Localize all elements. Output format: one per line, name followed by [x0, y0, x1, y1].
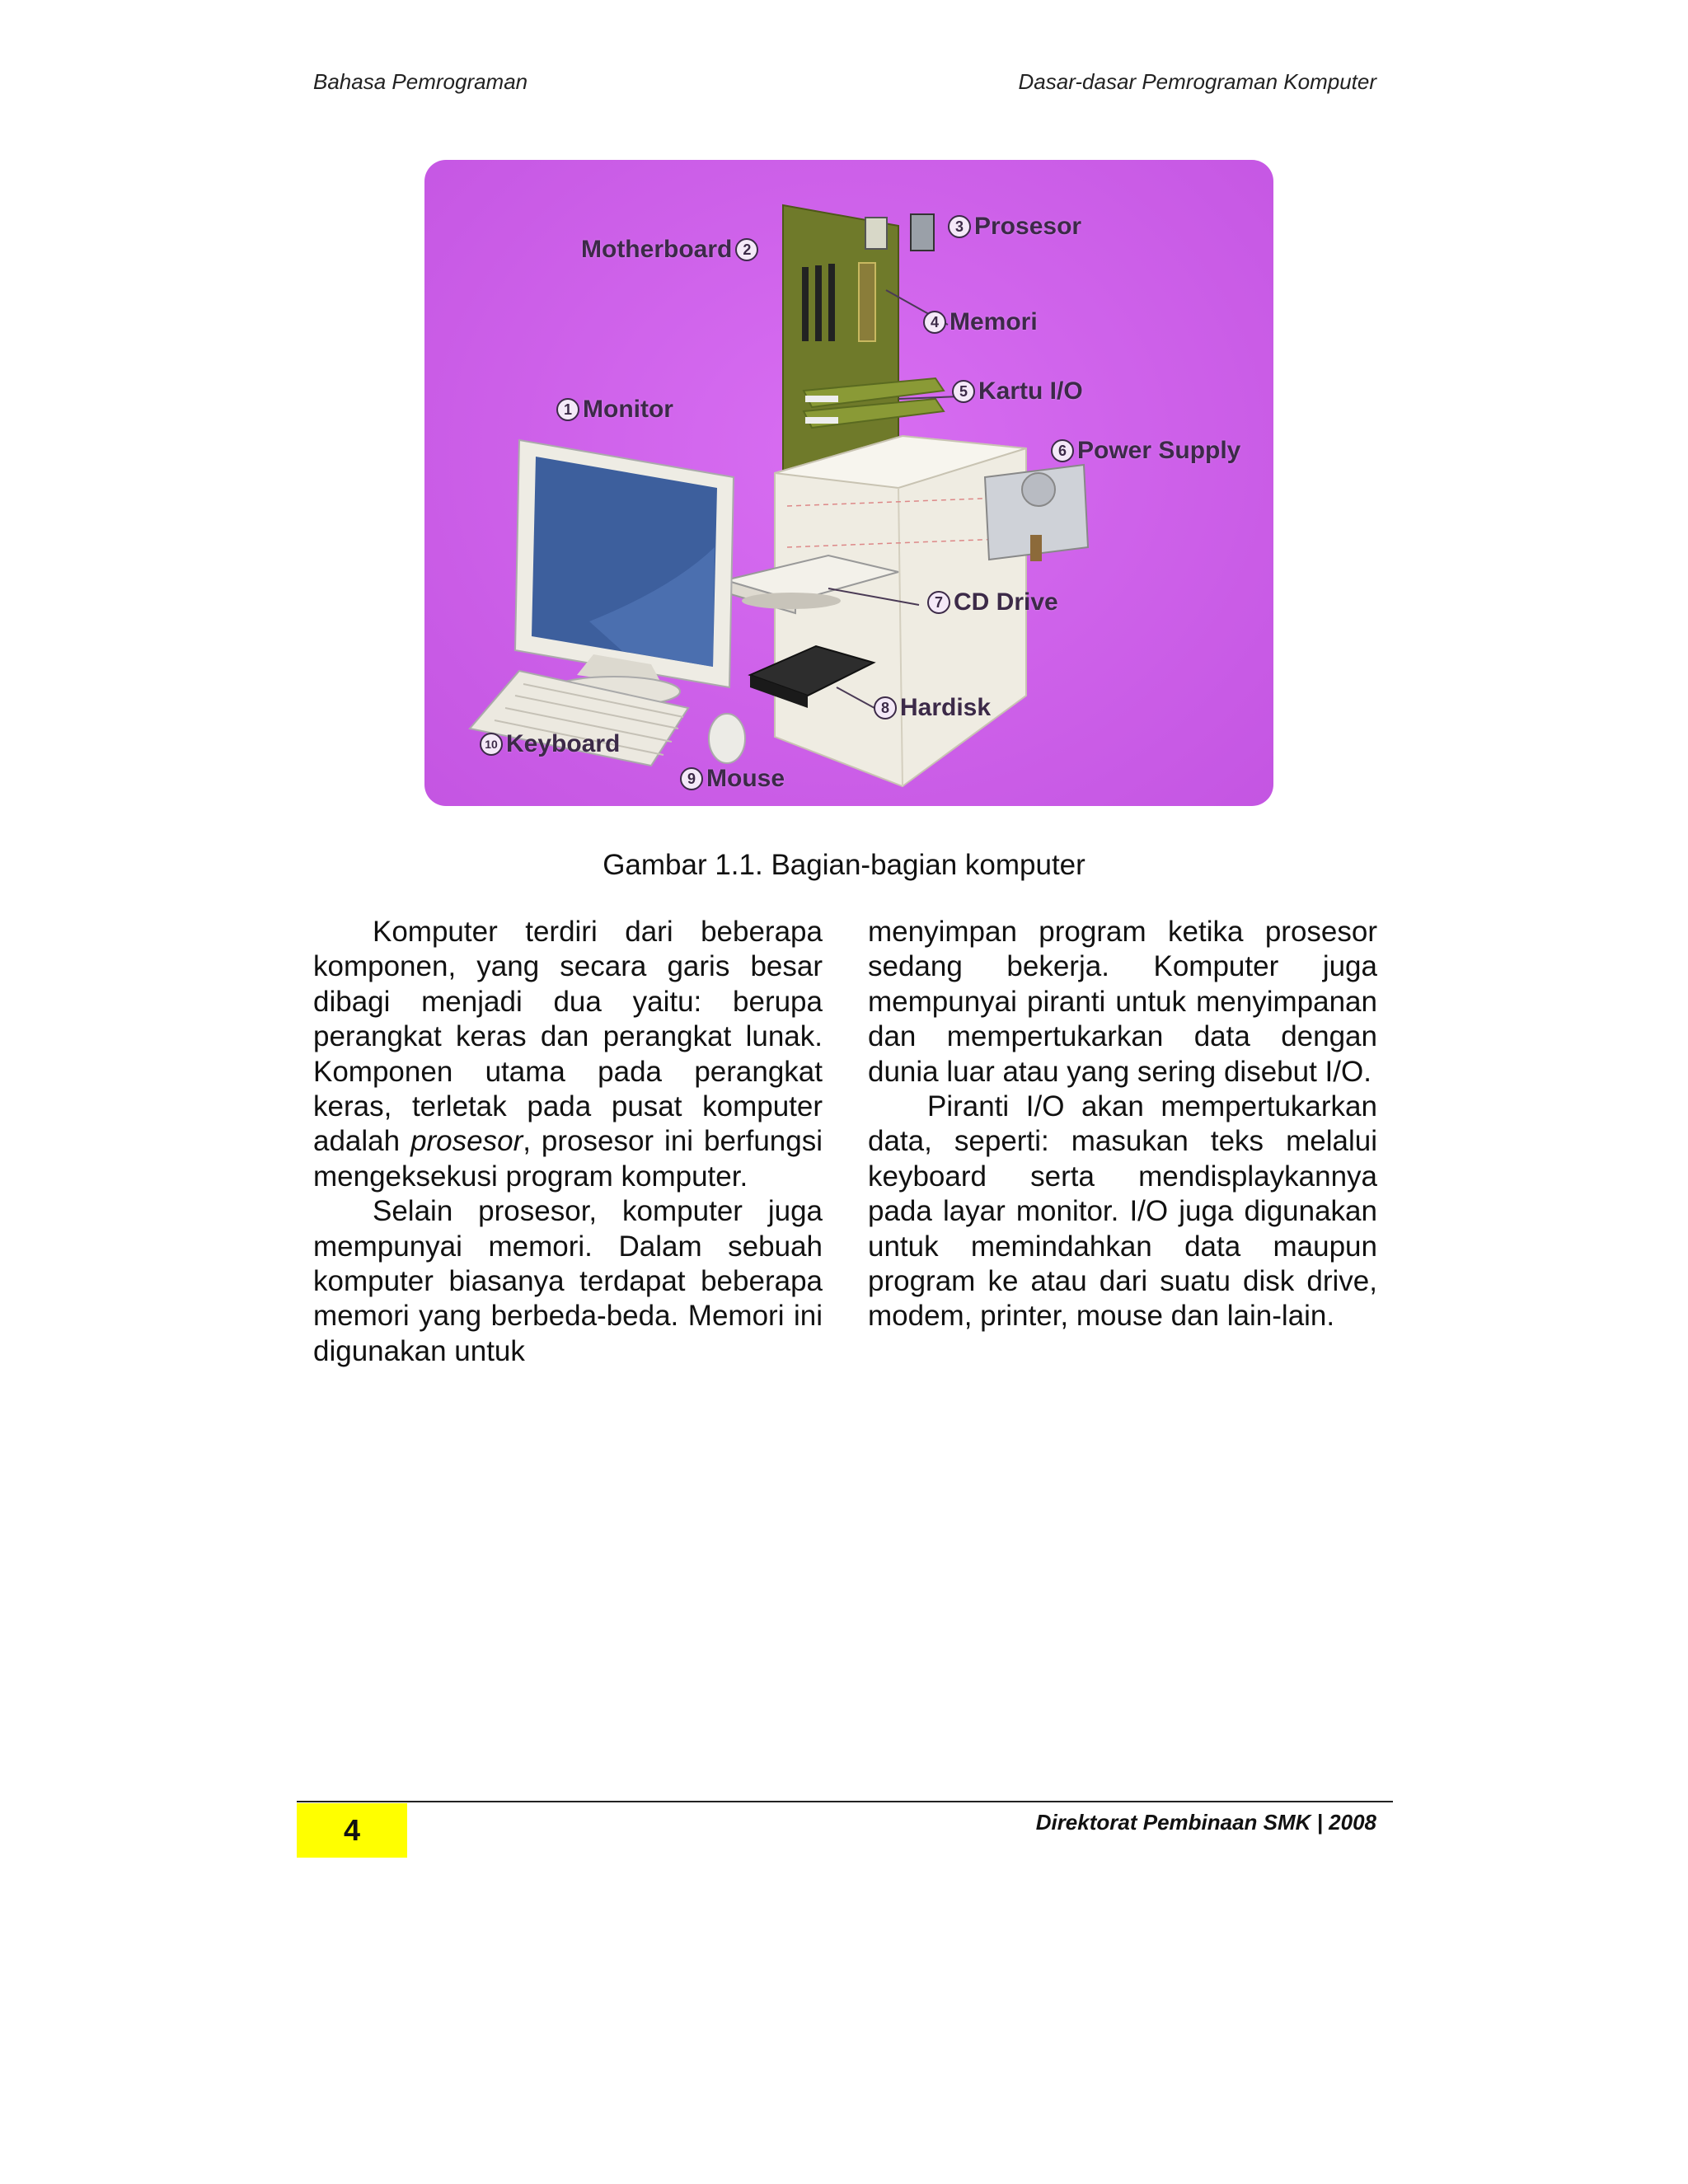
computer-parts-figure — [424, 160, 1273, 806]
label-motherboard: Motherboard 2 — [581, 236, 758, 264]
label-hardisk: 8 Hardisk — [874, 694, 991, 722]
mouse-illustration — [709, 714, 745, 763]
paragraph: Selain prosesor, komputer juga mempunyai memori. Dalam sebuah komputer biasanya terdapat beberapa memori yang berbeda-beda. Memori ini digunakan untuk — [313, 1195, 823, 1367]
processor-chip-illustration — [911, 214, 934, 251]
body-column-right — [868, 915, 1377, 1334]
label-kartu-io: 5 Kartu I/O — [952, 377, 1083, 405]
footer-publisher: Direktorat Pembinaan SMK | 2008 — [1035, 1810, 1376, 1835]
label-cd-drive: 7 CD Drive — [927, 588, 1058, 616]
figure-caption: Gambar 1.1. Bagian-bagian komputer — [603, 849, 1085, 881]
label-memori: 4 Memori — [923, 308, 1038, 336]
label-monitor: 1 Monitor — [556, 396, 673, 424]
paragraph: Piranti I/O akan mempertukarkan data, seperti: masukan teks melalui keyboard serta mendisplaykannya pada layar monitor. I/O juga digunakan untuk memindahkan data maupun program ke atau dari suatu disk drive, modem, printer, mouse dan lain-lain. — [868, 1090, 1377, 1333]
label-keyboard: 10 Keyboard — [480, 730, 620, 758]
label-mouse: 9 Mouse — [680, 765, 785, 793]
memory-module-illustration — [859, 263, 875, 341]
paragraph: Komputer terdiri dari beberapa komponen, yang secara garis besar dibagi menjadi dua yaitu: berupa perangkat keras dan perangkat lunak. Komponen utama pada perangkat keras, terletak pada pusat komputer adalah prosesor, prosesor ini berfungsi mengeksekusi program komputer. — [313, 916, 823, 1193]
header-chapter-title: Dasar-dasar Pemrograman Komputer — [1018, 69, 1376, 94]
label-power-supply: 6 Power Supply — [1051, 437, 1240, 465]
computer-parts-illustration — [424, 160, 1273, 806]
page-number: 4 — [297, 1803, 407, 1858]
header-book-title: Bahasa Pemrograman — [313, 69, 528, 94]
paragraph: menyimpan program ketika prosesor sedang bekerja. Komputer juga mempunyai piranti untuk menyimpanan dan mempertukarkan data dengan dunia luar atau yang sering disebut I/O. — [868, 916, 1377, 1088]
body-column-left — [313, 915, 823, 1369]
label-prosesor: 3 Prosesor — [948, 213, 1081, 241]
footer-divider — [297, 1801, 1393, 1802]
running-header — [313, 69, 1376, 95]
